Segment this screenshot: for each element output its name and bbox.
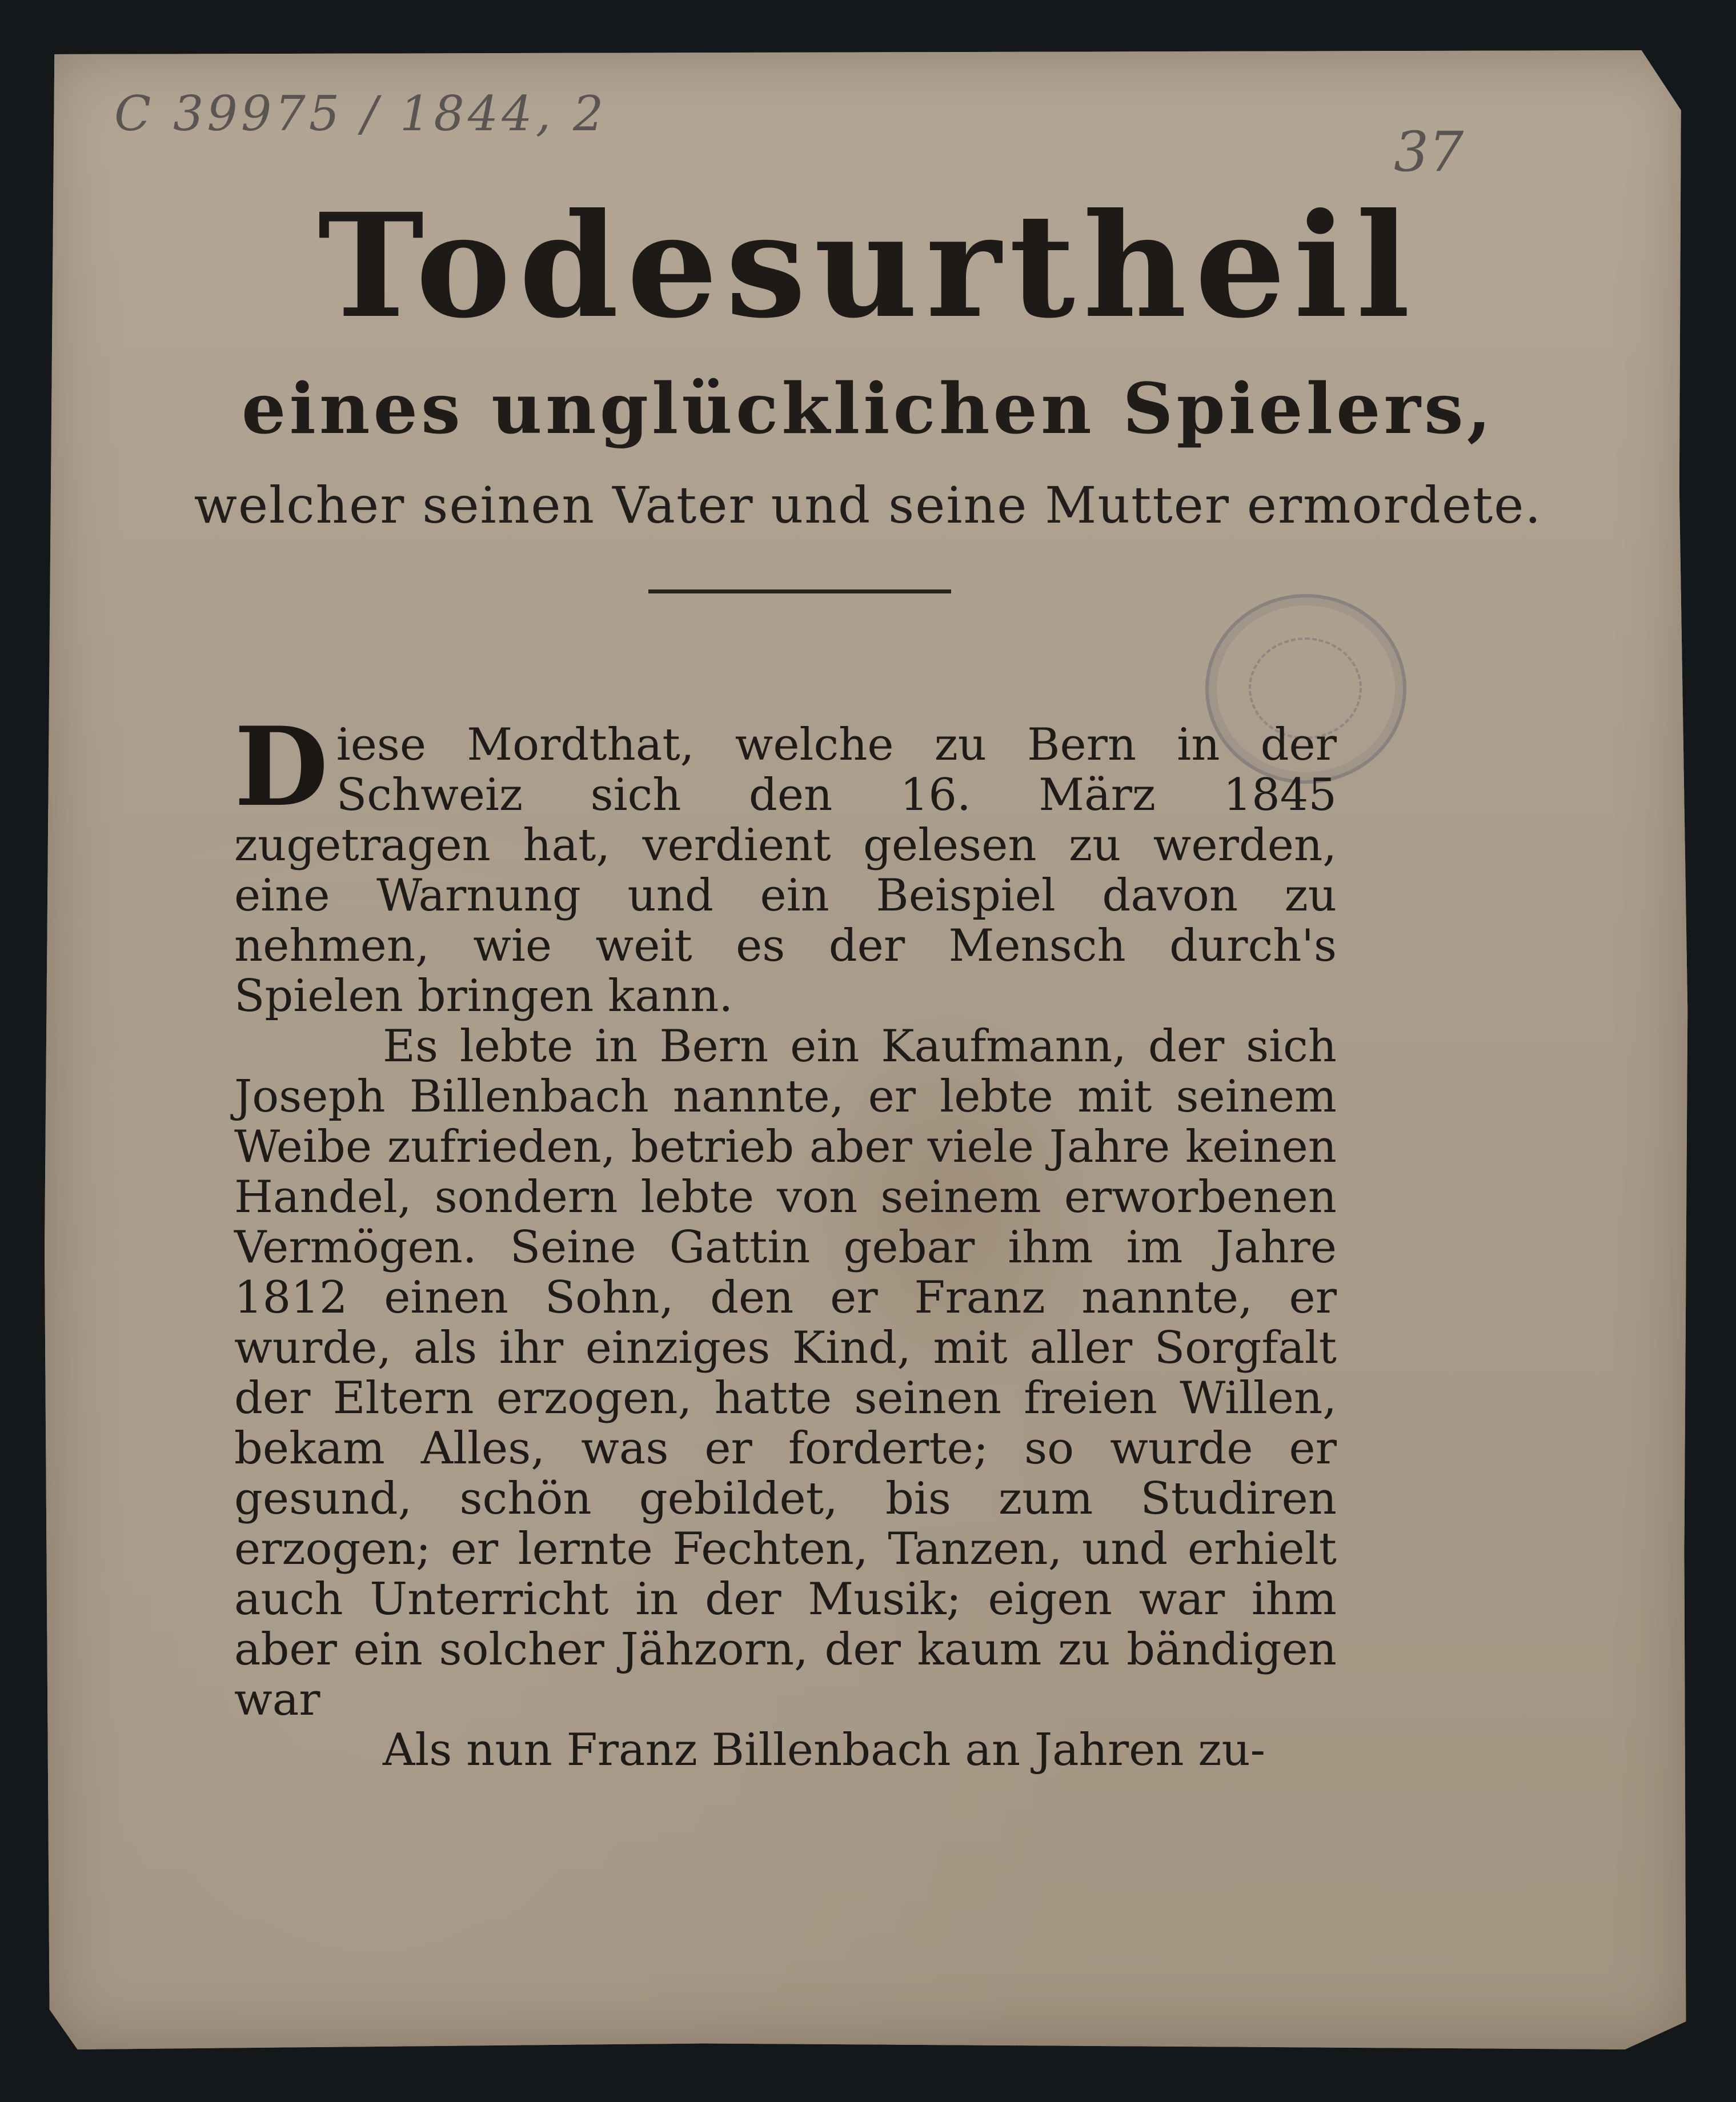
folio-number: 37: [1394, 120, 1464, 184]
paragraph-3: Als nun Franz Billenbach an Jahren zu-: [383, 1724, 1266, 1776]
drop-cap: D: [234, 703, 328, 831]
divider-rule: [648, 589, 951, 593]
paragraph-1-text: iese Mordthat, welche zu Bern in der Schweiz sich den 16. März 1845 zugetragen hat, verdient gelesen zu werden, eine Warnung und ein Beispiel davon zu nehmen, wie weit es der Mensch durch's Spielen bringen kann.: [234, 719, 1337, 1022]
article-body: [234, 703, 1337, 1776]
page-title: Todesurtheil: [318, 182, 1418, 350]
paragraph-2: Es lebte in Bern ein Kaufmann, der sich Joseph Billenbach nannte, er lebte mit seinem Weibe zufrieden, betrieb aber viele Jahre keinen Handel, sondern lebte von seinem erworbenen Vermögen. Seine Gattin gebar ihm im Jahre 1812 einen Sohn, den er Franz nannte, er wurde, als ihr einziges Kind, mit aller Sorgfalt der Eltern erzogen, hatte seinen freien Willen, bekam Alles, was er forderte; so wurde er gesund, schön gebildet, bis zum Studiren erzogen; er lernte Fechten, Tanzen, und erhielt auch Unterricht in der Musik; eigen war ihm aber ein solcher Jähzorn, der kaum zu bändigen war: [234, 1021, 1337, 1726]
page-subtitle: eines unglücklichen Spielers,: [241, 367, 1495, 450]
page-subtitle-line-2: welcher seinen Vater und seine Mutter ermordete.: [194, 476, 1542, 535]
paragraph-1: [234, 703, 1337, 1022]
call-number-annotation: C 39975 / 1844, 2: [114, 86, 607, 142]
